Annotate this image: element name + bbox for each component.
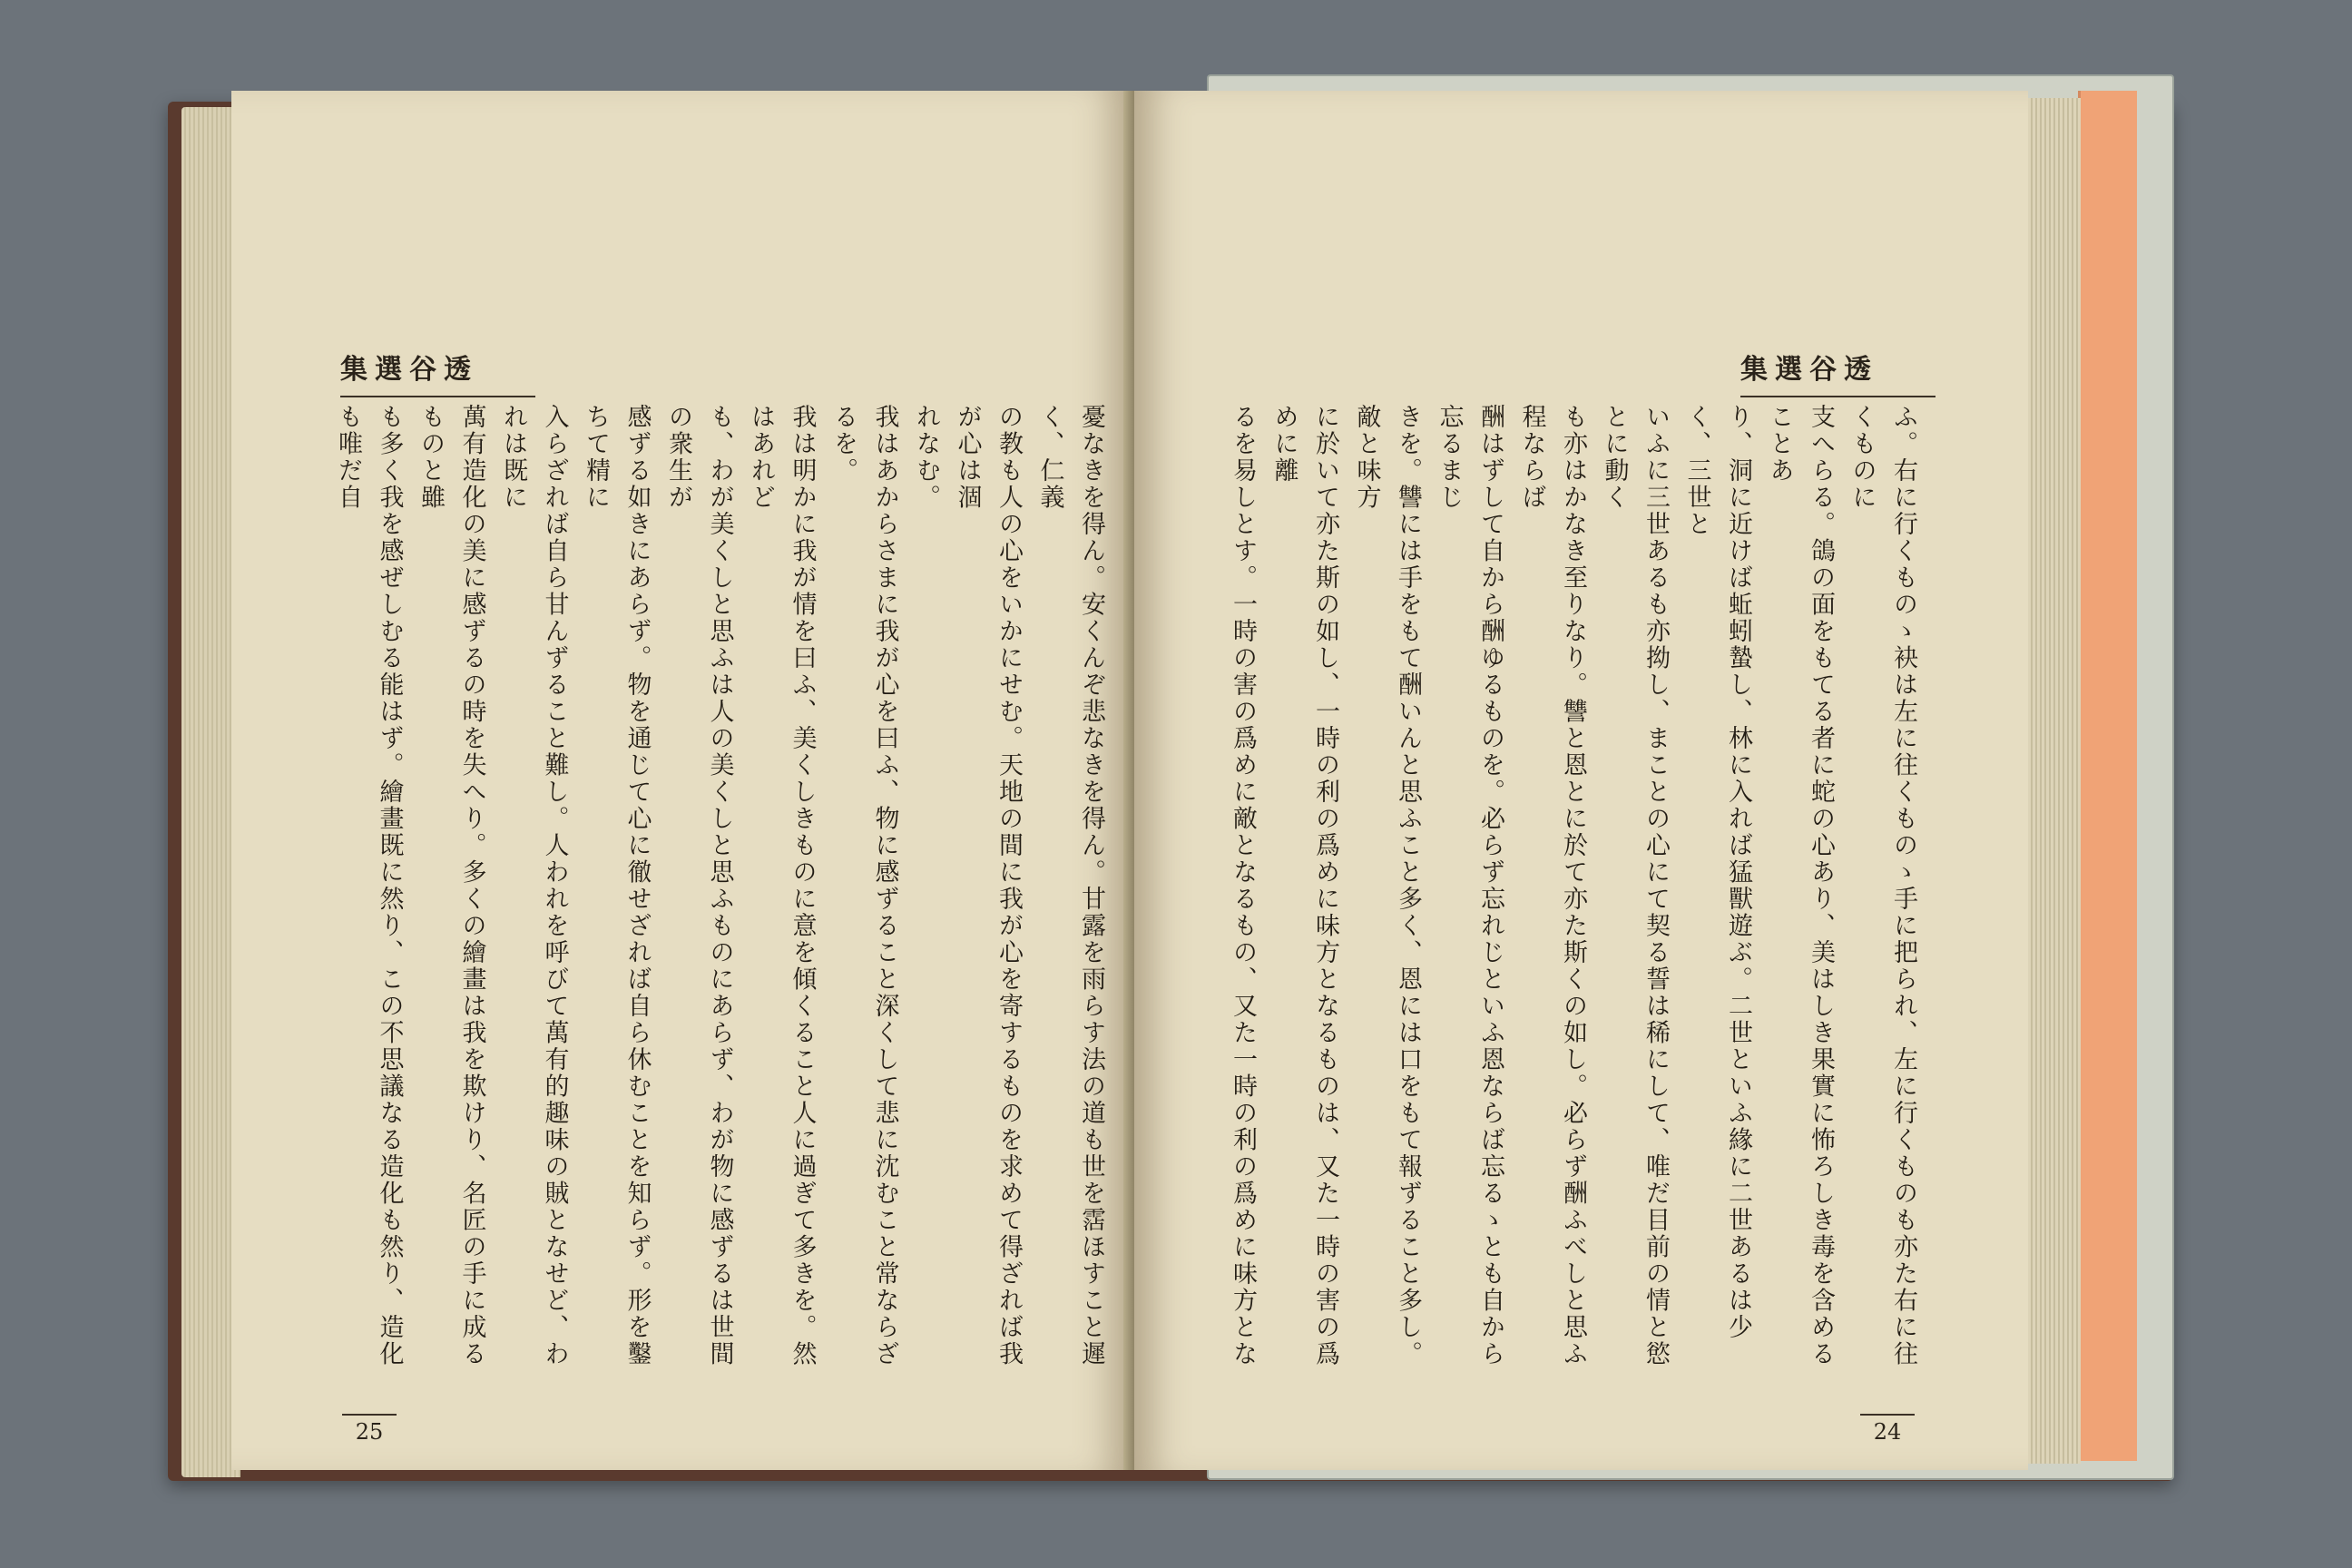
text-line: るを易しとす。一時の害の爲めに敵となるもの、又た一時の利の爲めに味方とな xyxy=(1229,404,1257,1367)
text-line: 感ずる如きにあらず。物を通じて心に徹せざれば自ら休むことを知らず。形を鑿ちて精に xyxy=(582,404,652,1367)
text-line: 酬はずして自から酬ゆるものを。必らず忘れじといふ恩ならば忘るゝとも自から忘るまじ xyxy=(1435,404,1504,1367)
text-line: 憂なきを得ん。安くんぞ悲なきを得ん。甘露を雨らす法の道も世を霑ほすこと遲く、仁義 xyxy=(1035,404,1105,1367)
text-line: きを。讐には手をもて酬いんと思ふこと多く、恩には口をもて報ずること多し。敵と味方 xyxy=(1352,404,1422,1367)
left-body-text xyxy=(331,404,1112,1393)
text-line: 入らざれば自ら甘んずること難し。人われを呼びて萬有的趣味の賊となせど、われは既に xyxy=(499,404,569,1367)
text-line: に於いて亦た斯の如し、一時の利の爲めに味方となるものは、又た一時の害の爲めに離 xyxy=(1269,404,1339,1367)
right-body-text xyxy=(1220,404,1924,1393)
right-page-stack xyxy=(2019,98,2081,1464)
right-page xyxy=(1134,91,2028,1470)
text-line: 我は明かに我が情を曰ふ、美くしきものに意を傾くること人に過ぎて多きを。然はあれど xyxy=(747,404,817,1367)
text-line: 我はあからさまに我が心を曰ふ、物に感ずること深くして悲に沈むこと常ならざるを。 xyxy=(829,404,899,1367)
text-line: も多く我を感ぜしむる能はず。繪畫既に然り、この不思議なる造化も然り、造化も唯だ自 xyxy=(334,404,404,1367)
cover-orange-band xyxy=(2078,91,2137,1461)
text-line: いふに三世あるも亦拗し、まことの心にて契る誓は稀にして、唯だ目前の情と慾とに動く xyxy=(1600,404,1670,1367)
text-line: も亦はかなき至りなり。讐と恩とに於て亦た斯くの如し。必らず酬ふべしと思ふ程ならば xyxy=(1517,404,1587,1367)
text-line: も、わが美くしと思ふは人の美くしと思ふものにあらず、わが物に感ずるは世間の衆生が xyxy=(664,404,734,1367)
text-line: ふ。右に行くものゝ袂は左に往くものゝ手に把られ、左に行くものも亦た右に往くものに xyxy=(1847,404,1917,1367)
left-page xyxy=(231,91,1130,1470)
right-page-number: 24 xyxy=(1860,1414,1915,1445)
left-running-head: 集選谷透 xyxy=(340,347,535,397)
text-line: 支へらる。鴿の面をもてる者に蛇の心あり、美はしき果實に怖ろしき毒を含めることあ xyxy=(1765,404,1835,1367)
text-line: 萬有造化の美に感ずるの時を失へり。多くの繪畫は我を欺けり、名匠の手に成るものと雖 xyxy=(416,404,486,1367)
text-line: り、洞に近けば蚯蚓蟄し、林に入れば猛獸遊ぶ。二世といふ緣に二世あるは少く、三世と xyxy=(1682,404,1752,1341)
left-page-number: 25 xyxy=(342,1414,397,1445)
text-line: の教も人の心をいかにせむ。天地の間に我が心を寄するものを求めて得ざれば我が心は涸 xyxy=(953,404,1023,1367)
right-running-head: 集選谷透 xyxy=(1740,347,1936,397)
text-line: れなむ。 xyxy=(912,404,940,511)
